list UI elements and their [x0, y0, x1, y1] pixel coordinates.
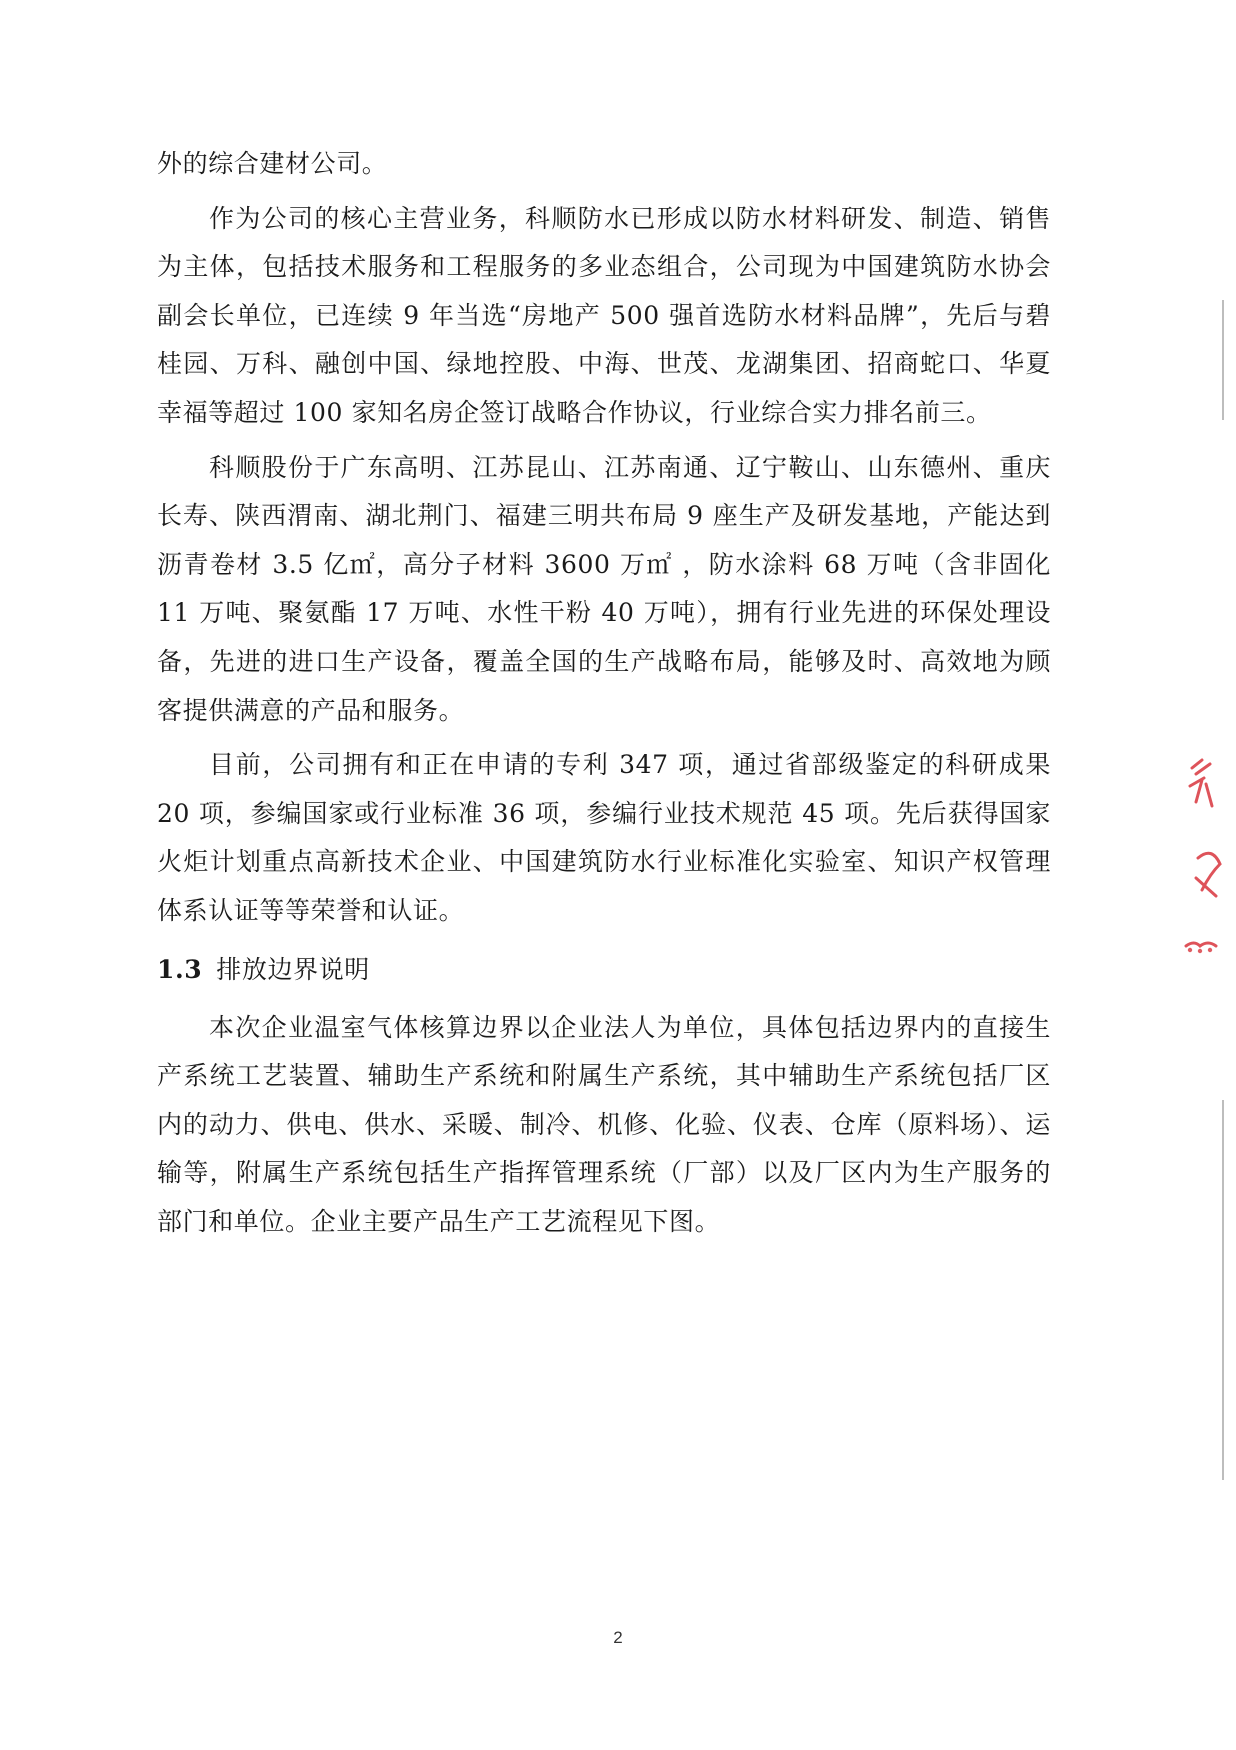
document-body: [157, 140, 1051, 1246]
section-number: 1.3: [157, 954, 203, 984]
scan-edge-line: [1222, 1100, 1224, 1480]
section-heading: [157, 950, 1051, 990]
paragraph-continuation: 外的综合建材公司。: [157, 149, 388, 178]
seal-stamp-fragment: [1182, 750, 1236, 1030]
paragraph-production-bases: 科顺股份于广东高明、江苏昆山、江苏南通、辽宁鞍山、山东德州、重庆长寿、陕西渭南、湖北荆门、福建三明共布局 9 座生产及研发基地，产能达到沥青卷材 3.5 亿㎡，高分子材料 3600 万㎡ ，防水涂料 68 万吨（含非固化 11 万吨、聚氨酯 17 万吨、水性干粉 40 万吨），拥有行业先进的环保处理设备，先进的进口生产设备，覆盖全国的生产战略布局，能够及时、高效地为顾客提供满意的产品和服务。: [157, 452, 1051, 725]
section-title: 排放边界说明: [216, 954, 370, 984]
paragraph-patents: 目前，公司拥有和正在申请的专利 347 项，通过省部级鉴定的科研成果 20 项，参编国家或行业标准 36 项，参编行业技术规范 45 项。先后获得国家火炬计划重点高新技术企业、中国建筑防水行业标准化实验室、知识产权管理体系认证等等荣誉和认证。: [157, 750, 1051, 925]
paragraph-core-business: 作为公司的核心主营业务，科顺防水已形成以防水材料研发、制造、销售为主体，包括技术服务和工程服务的多业态组合，公司现为中国建筑防水协会副会长单位，已连续 9 年当选“房地产 500 强首选防水材料品牌”，先后与碧桂园、万科、融创中国、绿地控股、中海、世茂、龙湖集团、招商蛇口、华夏幸福等超过 100 家知名房企签订战略合作协议，行业综合实力排名前三。: [157, 203, 1051, 427]
scan-edge-line: [1222, 300, 1224, 420]
paragraph-emission-boundary: 本次企业温室气体核算边界以企业法人为单位，具体包括边界内的直接生产系统工艺装置、辅助生产系统和附属生产系统，其中辅助生产系统包括厂区内的动力、供电、供水、采暖、制冷、机修、化验、仪表、仓库（原料场）、运输等，附属生产系统包括生产指挥管理系统（厂部）以及厂区内为生产服务的部门和单位。企业主要产品生产工艺流程见下图。: [157, 1012, 1051, 1236]
page-number: 2: [613, 1628, 623, 1647]
